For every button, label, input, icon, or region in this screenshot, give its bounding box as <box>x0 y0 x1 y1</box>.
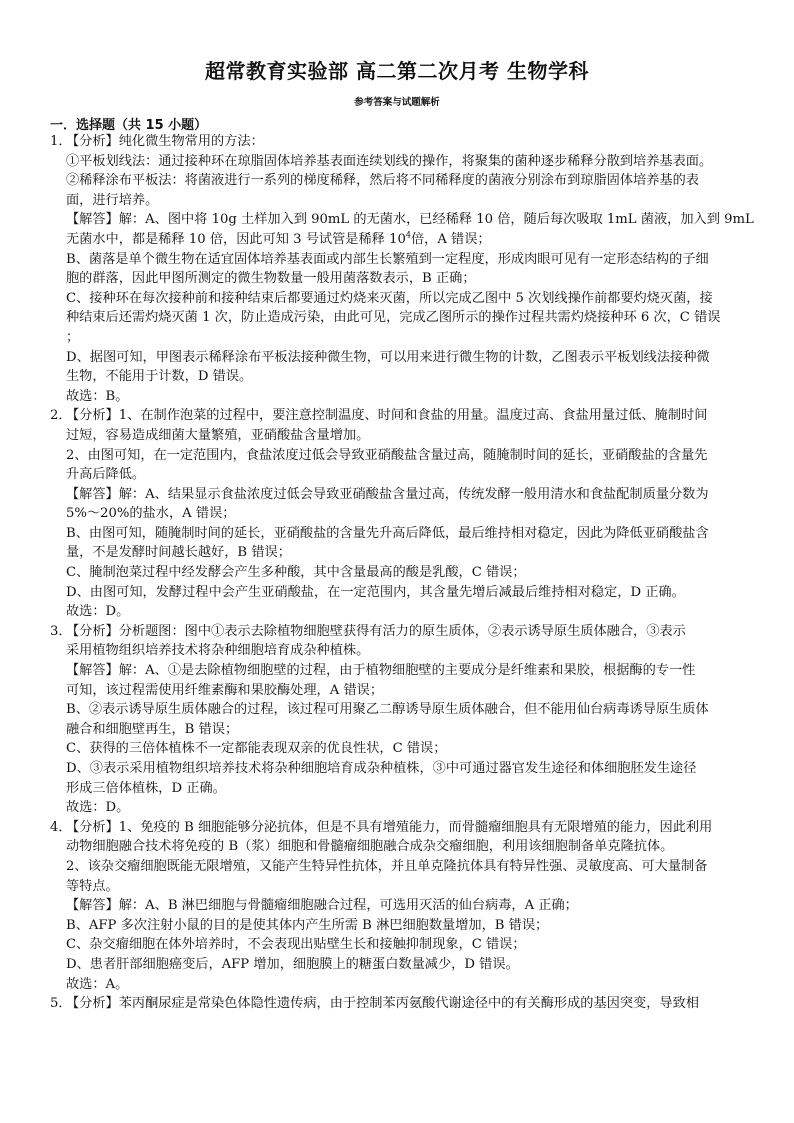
text-line: 面，进行培养。 <box>66 192 159 208</box>
text-line: B、②表示诱导原生质体融合的过程，该过程可用聚乙二醇诱导原生质体融合，但不能用仙台病毒诱导原生质体 <box>66 702 709 718</box>
question-block <box>50 994 750 1014</box>
text-line: 【解答】解：A、①是去除植物细胞壁的过程，由于植物细胞壁的主要成分是纤维素和果胶，根据酶的专一性 <box>66 663 696 679</box>
text-line: 升高后降低。 <box>66 467 146 483</box>
text-line: 动物细胞融合技术将免疫的 B（浆）细胞和骨髓瘤细胞融合成杂交瘤细胞，利用该细胞制备单克隆抗体。 <box>66 839 674 855</box>
text-line: 量，不是发酵时间越长越好，B 错误； <box>66 545 291 561</box>
text-line: 【解答】解：A、结果显示食盐浓度过低会导致亚硝酸盐含量过高，传统发酵一般用清水和食盐配制质量分数为 <box>66 486 709 502</box>
question-block <box>50 818 750 994</box>
question-text <box>66 132 754 406</box>
text-line: ①平板划线法：通过接种环在琼脂固体培养基表面连续划线的操作，将聚集的菌种逐步稀释分散到培养基表面。 <box>66 153 713 169</box>
answer-body <box>50 132 754 1014</box>
question-text <box>66 406 750 622</box>
question-block <box>50 132 754 406</box>
text-line: D、由图可知，发酵过程中会产生亚硝酸盐，在一定范围内，其含量先增后减最后维持相对稳定，D 正确。 <box>66 584 685 600</box>
text-line: ； <box>66 329 80 345</box>
text-line: 故选：A。 <box>66 976 129 992</box>
text-line: B、菌落是单个微生物在适宜固体培养基表面或内部生长繁殖到一定程度，形成肉眼可见有一定形态结构的子细 <box>66 251 709 267</box>
text-line: 故选：D。 <box>66 800 130 816</box>
text-line: 无菌水中，都是稀释 10 倍，因此可知 3 号试管是稀释 $10^4$倍，A 错误； <box>66 230 491 247</box>
text-line: 【解答】解：A、B 淋巴细胞与骨髓瘤细胞融合过程，可选用灭活的仙台病毒，A 正确； <box>66 898 578 914</box>
text-line: 等特点。 <box>66 878 119 894</box>
text-line: 5%～20%的盐水，A 错误； <box>66 506 236 522</box>
text-line: 融合和细胞壁再生，B 错误； <box>66 721 239 737</box>
text-line: C、腌制泡菜过程中经发酵会产生多种酸，其中含量最高的酸是乳酸，C 错误； <box>66 565 526 581</box>
text-line: 【解答】解：A、图中将 10g 土样加入到 90mL 的无菌水，已经稀释 10 倍，随后每次吸取 1mL 菌液，加入到 9mL <box>66 212 754 228</box>
text-line: 2、该杂交瘤细胞既能无限增殖，又能产生特异性抗体，并且单克隆抗体具有特异性强、灵敏度高、可大量制备 <box>66 858 708 874</box>
question-number: 4． <box>50 819 72 835</box>
text-line: 【分析】分析题图：图中①表示去除植物细胞壁获得有活力的原生质体，②表示诱导原生质体融合，③表示 <box>66 623 686 639</box>
text-line: 种结束后还需灼烧灭菌 1 次，防止造成污染，由此可见，完成乙图所示的操作过程共需灼烧接种环 6 次，C 错误 <box>66 310 721 326</box>
text-line: 【分析】纯化微生物常用的方法： <box>66 134 264 149</box>
text-line: 故选：B。 <box>66 388 129 404</box>
text-line: 胞的群落，因此甲图所测定的微生物数量一般用菌落数表示，B 正确； <box>66 271 476 287</box>
text-line: 生物，不能用于计数，D 错误。 <box>66 369 253 385</box>
text-line: B、由图可知，随腌制时间的延长，亚硝酸盐的含量先升高后降低，最后维持相对稳定，因此为降低亚硝酸盐含 <box>66 525 709 541</box>
text-line: ②稀释涂布平板法：将菌液进行一系列的梯度稀释，然后将不同稀释度的菌液分别涂布到琼脂固体培养基的表 <box>66 173 699 189</box>
question-block <box>50 622 750 818</box>
text-line: D、据图可知，甲图表示稀释涂布平板法接种微生物，可以用来进行微生物的计数，乙图表示平板划线法接种微 <box>66 349 710 365</box>
question-number: 2． <box>50 408 72 424</box>
exponent: 4 <box>405 230 411 240</box>
document-subtitle: 参考答案与试题解析 <box>354 97 440 108</box>
document-title: 超常教育实验部 高二第二次月考 生物学科 <box>205 59 589 83</box>
question-text <box>66 622 750 818</box>
text-line: 2、由图可知，在一定范围内，食盐浓度过低会导致亚硝酸盐含量过高，随腌制时间的延长，亚硝酸盐的含量先 <box>66 447 708 463</box>
text-line: D、患者肝部细胞癌变后，AFP 增加，细胞膜上的糖蛋白数量减少，D 错误。 <box>66 956 519 972</box>
text-line: 【分析】1、在制作泡菜的过程中，要注意控制温度、时间和食盐的用量。温度过高、食盐用量过低、腌制时间 <box>66 408 708 424</box>
text-line: C、杂交瘤细胞在体外培养时，不会表现出贴壁生长和接触抑制现象，C 错误； <box>66 937 526 953</box>
text-line: 可知，该过程需使用纤维素酶和果胶酶处理，A 错误； <box>66 682 384 698</box>
text-line: 【分析】1、免疫的 B 细胞能够分泌抗体，但是不具有增殖能力，而骨髓瘤细胞具有无限增殖的能力，因此利用 <box>66 819 713 835</box>
question-text <box>66 994 750 1014</box>
question-text <box>66 818 750 994</box>
text-line: B、AFP 多次注射小鼠的目的是使其体内产生所需 B 淋巴细胞数量增加，B 错误； <box>66 917 549 933</box>
text-line: C、接种环在每次接种前和接种结束后都要通过灼烧来灭菌，所以完成乙图中 5 次划线操作前都要灼烧灭菌，接 <box>66 290 713 306</box>
text-line: D、③表示采用植物组织培养技术将杂种细胞培育成杂种植株，③中可通过器官发生途径和体细胞胚发生途径 <box>66 761 697 776</box>
section-heading: 一．选择题（共 15 小题） <box>50 118 208 133</box>
question-number: 1． <box>50 134 72 149</box>
question-block <box>50 406 750 622</box>
question-number: 5． <box>50 996 72 1012</box>
text-line: 采用植物组织培养技术将杂种细胞培育成杂种植株。 <box>66 643 370 659</box>
text-line: 【分析】苯丙酮尿症是常染色体隐性遗传病，由于控制苯丙氨酸代谢途径中的有关酶形成的基因突变，导致相 <box>66 996 699 1012</box>
text-line: 故选：D。 <box>66 604 130 620</box>
text-line: 形成三倍体植株，D 正确。 <box>66 780 226 796</box>
question-number: 3． <box>50 623 72 639</box>
text-line: C、获得的三倍体植株不一定都能表现双亲的优良性状，C 错误； <box>66 741 447 757</box>
text-line: 过短，容易造成细菌大量繁殖，亚硝酸盐含量增加。 <box>66 427 370 443</box>
